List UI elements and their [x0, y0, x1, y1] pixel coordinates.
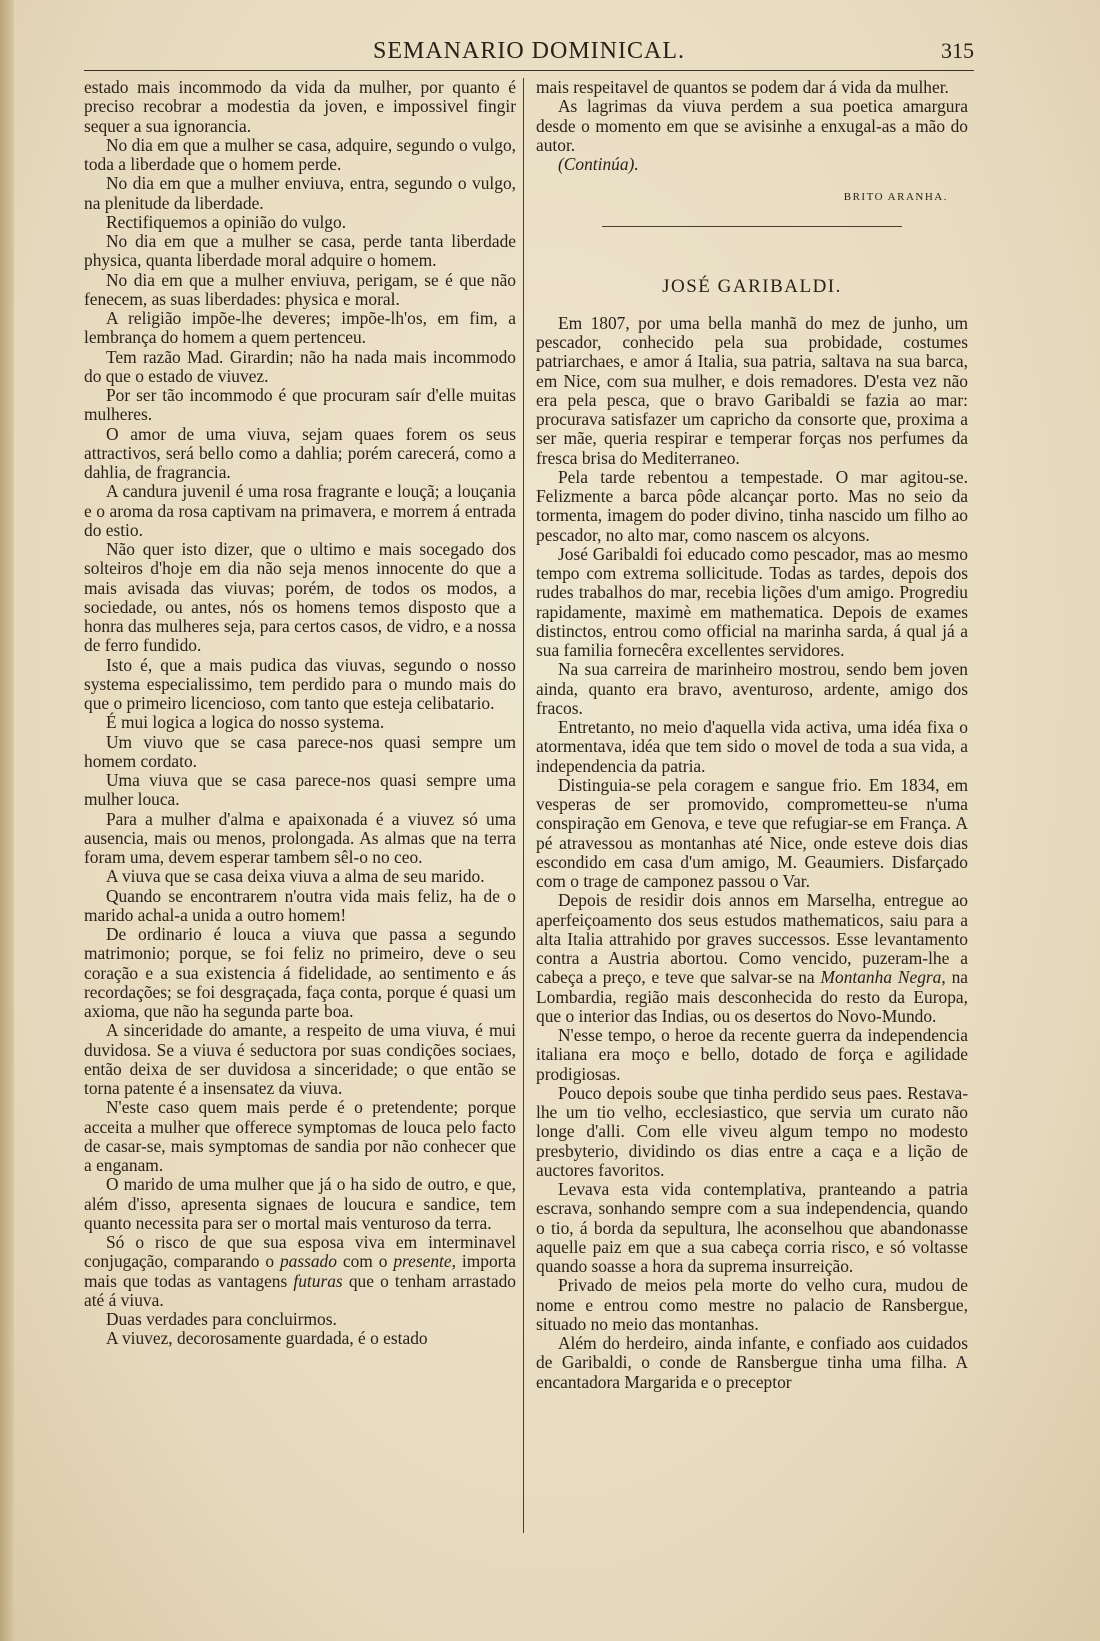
page-header: [84, 38, 974, 70]
paragraph: No dia em que a mulher enviuva, entra, segundo o vulgo, na plenitude da liberdade.: [84, 173, 516, 213]
paragraph: Privado de meios pela morte do velho cura, mudou de nome e entrou como mestre no palacio de Ransbergue, situado no meio das montanhas.: [536, 1275, 968, 1334]
paragraph: N'este caso quem mais perde é o pretendente; porque acceita a mulher que offerece symptomas de louca pelo facto de casar-se, mais symptomas de sandia por não conhecer que a enganam.: [84, 1097, 516, 1175]
paragraph: Por ser tão incommodo é que procuram saír d'elle muitas mulheres.: [84, 385, 516, 425]
italic-word: futuras: [293, 1270, 343, 1291]
column-divider: [523, 78, 524, 1533]
publication-title: SEMANARIO DOMINICAL.: [373, 38, 685, 64]
paragraph: No dia em que a mulher se casa, adquire, segundo o vulgo, toda a liberdade que o homem perde.: [84, 134, 516, 174]
continua-text: (Continúa).: [558, 154, 639, 174]
header-rule: [84, 70, 974, 71]
text-run: Só o risco de que sua esposa viva em interminavel conjugação, comparando o: [84, 1232, 516, 1272]
left-column: [84, 78, 516, 1349]
paragraph: Quando se encontrarem n'outra vida mais feliz, ha de o marido achal-a unida a outro homem!: [84, 885, 516, 925]
paragraph: Entretanto, no meio d'aquella vida activa, uma idéa fixa o atormentava, idéa que tem sido o movel de toda a sua vida, a independencia da patria.: [536, 717, 968, 776]
paragraph: Distinguia-se pela coragem e sangue frio. Em 1834, em vesperas de ser promovido, comprometteu-se n'uma conspiração em Genova, e teve que refugiar-se em França. A pé atravessou as montanhas até Nice, onde esteve dois dias escondido em casa d'um amigo, M. Geaumiers. Disfarçado com o trage de camponez passou o Var.: [536, 774, 968, 891]
paragraph: Rectifiquemos a opinião do vulgo.: [106, 211, 347, 232]
paragraph: N'esse tempo, o heroe da recente guerra da independencia italiana era moço e bello, dotado de força e agilidade prodigiosas.: [536, 1025, 968, 1084]
italic-word: passado: [279, 1251, 337, 1272]
paragraph: O marido de uma mulher que já o ha sido de outro, e que, além d'isso, apresenta signaes de loucura e sandice, tem quanto necessita para ser o mortal mais venturoso da terra.: [84, 1174, 516, 1233]
paragraph: estado mais incommodo da vida da mulher, por quanto é preciso recobrar a modestia da joven, e impossivel fingir sequer a sua ignorancia.: [84, 77, 516, 136]
paragraph: José Garibaldi foi educado como pescador, mas ao mesmo tempo com extrema sollicitude. Todas as tardes, depois dos rudes trabalhos do mar, recebia lições d'um amigo. Progrediu rapidamente, maximè em mathematica. Depois de exames distinctos, entrou como official na marinha sarda, á qual já a sua familia fornecêra excellentes servidores.: [536, 543, 968, 660]
paragraph: Pela tarde rebentou a tempestade. O mar agitou-se. Felizmente a barca pôde alcançar porto. Mas no seio da tormenta, imagem do poder divino, tinha nascido um filho ao pescador, no alto mar, como nascem os alcyons.: [536, 466, 968, 545]
page-number: 315: [941, 38, 974, 63]
paragraph: No dia em que a mulher se casa, perde tanta liberdade physica, quanta liberdade moral adquire o homem.: [84, 231, 516, 271]
text-run: , na Lombardia, região mais desconhecida do resto da Europa, que o interior das Indias, ou os desertos do Novo-Mundo.: [536, 967, 968, 1026]
paragraph: Duas verdades para concluirmos.: [106, 1309, 337, 1329]
paragraph: mais respeitavel de quantos se podem dar á vida da mulher.: [536, 77, 949, 97]
paragraph: Para a mulher d'alma e apaixonada é a viuvez só uma ausencia, mais ou menos, prolongada. As almas que na terra foram uma, devem esperar tambem sêl-o no ceo.: [84, 808, 516, 867]
paragraph: Na sua carreira de marinheiro mostrou, sendo bem joven ainda, quanto era bravo, aventuroso, ardente, amigo dos fracos.: [536, 659, 968, 718]
paragraph: Pouco depois soube que tinha perdido seus paes. Restava-lhe um tio velho, ecclesiastico, que servia um curato não longe d'alli. Com elle viveu algum tempo no modesto presbyterio, dividindo os dias entre a caça e a lição de auctores favoritos.: [536, 1082, 968, 1180]
italic-phrase: Montanha Negra: [820, 967, 942, 988]
text-run: que o tenham arrastado até á viuva.: [84, 1270, 516, 1310]
paragraph: A viuvez, decorosamente guardada, é o estado: [106, 1328, 428, 1349]
right-column: [536, 78, 968, 1392]
paragraph: De ordinario é louca a viuva que passa a segundo matrimonio; porque, se foi feliz no primeiro, deve o seu coração e a sua existencia á fidelidade, ao sentimento e ás recordações; se foi desgraçada, faça conta, porque é quasi um axioma, que não ha segunda parte boa.: [84, 924, 516, 1021]
paragraph: As lagrimas da viuva perdem a sua poetica amargura desde o momento em que se avisinhe a enxugal-as a mão do autor.: [536, 96, 968, 155]
paragraph: Em 1807, por uma bella manhã do mez de junho, um pescador, conhecido pela sua probidade, costumes patriarchaes, e amor á Italia, sua patria, saltava na sua barca, em Nice, com sua mulher, e dois remadores. D'esta vez não era pela pesca, que o bravo Garibaldi se fazia ao mar: procurava satisfazer um capricho da consorte que, proxima a ser mãe, queria respirar e temperar forças nos perfumes da fresca brisa do Mediterraneo.: [536, 312, 968, 468]
paragraph: Um viuvo que se casa parece-nos quasi sempre um homem cordato.: [84, 731, 516, 771]
paragraph: Uma viuva que se casa parece-nos quasi sempre uma mulher louca.: [84, 770, 516, 810]
text-run: com o: [336, 1251, 394, 1272]
section-title: JOSÉ GARIBALDI.: [662, 275, 842, 297]
section-rule: [602, 226, 902, 227]
paragraph: É mui logica a logica do nosso systema.: [106, 712, 385, 733]
paragraph-risco: [84, 1233, 516, 1310]
paragraph: A religião impõe-lhe deveres; impõe-lh'os, em fim, a lembrança do homem a quem pertenceu.: [84, 308, 516, 348]
text-run: , importa mais que todas as vantagens: [84, 1251, 516, 1291]
continua-note: [536, 155, 968, 174]
paragraph: Não quer isto dizer, que o ultimo e mais socegado dos solteiros d'hoje em dia não seja menos innocente do que a mais avisada das viuvas; porém, de todos os modos, a sociedade, ou antes, nós os homens temos disposto que a honra das mulheres seja, para certos casos, de vidro, e a nossa de ferro fundido.: [84, 539, 516, 656]
paragraph: Além do herdeiro, ainda infante, e confiado aos cuidados de Garibaldi, o conde de Ransbergue tinha uma filha. A encantadora Margarida e o preceptor: [536, 1333, 968, 1392]
author-signature: BRITO ARANHA.: [843, 191, 948, 204]
paragraph: No dia em que a mulher enviuva, perigam, se é que não fenecem, as suas liberdades: physica e moral.: [84, 269, 516, 309]
paragraph: A sinceridade do amante, a respeito de uma viuva, é mui duvidosa. Se a viuva é seductora por suas condições sociaes, então deixa de ser duvidosa a sinceridade; o que então se torna patente é a insensatez da viuva.: [84, 1020, 516, 1098]
paragraph: Isto é, que a mais pudica das viuvas, segundo o nosso systema especialissimo, tem perdido para o mundo mais do que o primeiro licencioso, com tanto que esteja celibatario.: [84, 654, 516, 713]
text-run: Depois de residir dois annos em Marselha, entregue ao aperfeiçoamento dos seus estudos mathematicos, saiu para a alta Italia attrahido por graves successos. Esse levantamento contra a Austria abortou. Como vencido, puzeram-lhe a cabeça a preço, e teve que salvar-se na: [536, 890, 968, 988]
paragraph: A candura juvenil é uma rosa fragrante e louçã; a louçania e o aroma da rosa captivam na primavera, e morrem á entrada do estio.: [84, 481, 516, 540]
paragraph-marselha: [536, 891, 968, 1026]
paragraph: Tem razão Mad. Girardin; não ha nada mais incommodo do que o estado de viuvez.: [84, 346, 516, 386]
paragraph: A viuva que se casa deixa viuva a alma de seu marido.: [106, 866, 485, 887]
paragraph: Levava esta vida contemplativa, pranteando a patria escrava, sonhando sempre com a sua independencia, quando o tio, á borda da sepultura, lhe aconselhou que abandonasse aquelle paiz em que a sua cabeça corria risco, e só voltasse quando soasse a hora da suprema insurreição.: [536, 1179, 968, 1276]
page-edge: [0, 0, 14, 1641]
paragraph: O amor de uma viuva, sejam quaes forem os seus attractivos, será bello como a dahlia; porém carecerá, como a dahlia, de fragrancia.: [84, 423, 516, 482]
italic-word: presente: [393, 1251, 452, 1272]
